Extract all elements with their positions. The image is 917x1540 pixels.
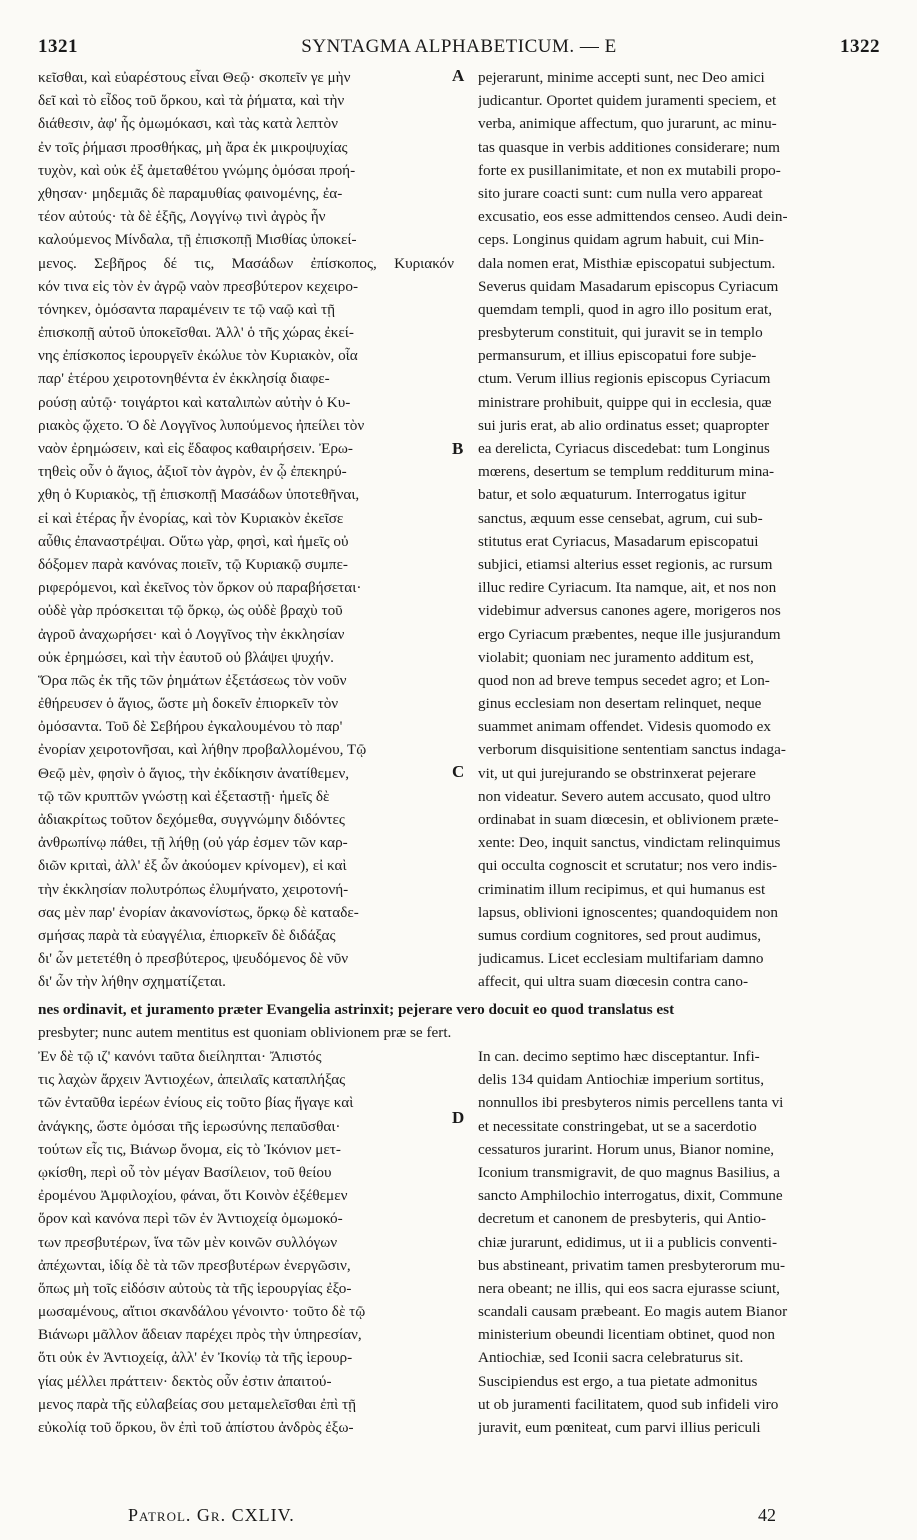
greek-text-line: χθησαν· μηδεμιᾶς δὲ παραμυθίας φαινομένης, ἐα-: [38, 184, 343, 202]
latin-text-line: sancto Amphilochio interrogatus, dixit, Commune: [478, 1187, 783, 1205]
latin-text-line: videbimur adversus canones agere, morigeros nos: [478, 602, 781, 620]
greek-text-line: ἀνθρωπίνῳ πάθει, τῇ λήθῃ (οὐ γάρ ἐσμεν τῶν καρ-: [38, 834, 348, 852]
greek-text-line: Ὅρα πῶς ἐκ τῆς τῶν ῥημάτων ἐξετάσεως τὸν νοῦν: [38, 671, 347, 689]
greek-column-lower: [38, 1045, 454, 1439]
greek-text-line: τυχὸν, καὶ οὐκ ἐξ ἀμεταθέτου γνώμης ὀμόσαι προή-: [38, 161, 356, 179]
greek-text-line: ἀγροῦ ἀναχωρήσει· καὶ ὁ Λογγῖνος τὴν ἐκκλησίαν: [38, 625, 345, 643]
latin-text-line: verborum disquisitione sententiam sanctus indaga-: [478, 741, 786, 759]
latin-text-line: scandali causam præbeant. Eo magis autem Bianor: [478, 1303, 788, 1321]
latin-text-line: subjici, etiamsi alterius esset regionis, ac rursum: [478, 555, 773, 573]
greek-text-line: Βιάνωρι μᾶλλον ἄδειαν παρέχει πρὸς τὴν ὑπηρεσίαν,: [38, 1326, 362, 1344]
latin-text-line: suammet animam offendet. Videsis quomodo ex: [478, 718, 771, 736]
greek-text-line: καλούμενος Μίνδαλα, τῇ ἐπισκοπῇ Μισθίας ὑποκεί-: [38, 231, 357, 249]
latin-text-line: In can. decimo septimo hæc disceptantur. Infi-: [478, 1048, 760, 1065]
latin-text-line: stitutus erat Cyriacus, Masadarum episcopatui: [478, 532, 759, 550]
greek-text-line: δι' ὧν τὴν λήθην σχηματίζεται.: [38, 973, 226, 991]
page-header: [38, 36, 880, 62]
greek-text-line: ῳκίσθη, περὶ οὗ τὸν μέγαν Βασίλειον, τοῦ θείου: [38, 1163, 332, 1181]
greek-text-line: ἀδιακρίτως τοῦτον δεχόμεθα, συγγνώμην διδόντες: [38, 811, 345, 828]
greek-text-line: οὐδὲ γὰρ πρόσκειται τῷ ὅρκῳ, ὡς οὐδὲ βραχὺ τοῦ: [38, 602, 343, 620]
latin-text-line: pejerarunt, minime accepti sunt, nec Deo amici: [478, 69, 765, 86]
latin-text-line: permansurum, et illius episcopatui fore subje-: [478, 347, 757, 365]
latin-text-line: ministrare prohibuit, quippe qui in ecclesia, quæ: [478, 393, 772, 411]
greek-text-line: σμήσας παρὰ τὰ εὐαγγέλια, ἐπιορκεῖν δὲ διδάξας: [38, 926, 336, 944]
latin-text-line: ctum. Verum illius regionis episcopus Cyriacum: [478, 370, 771, 388]
greek-text-line: ἐνορίαν χειροτονῆσαι, καὶ λήθην προβαλλομένου, Τῷ: [38, 741, 367, 759]
greek-text-line: ὅρον καὶ κανόνα περὶ τῶν ἐν Ἀντιοχείᾳ ὀμωμοκό-: [38, 1210, 343, 1228]
greek-text-line: ἀνάγκης, ὥστε ὀμόσαι τῆς ἱερωσύνης πεπαῦσθαι·: [38, 1117, 341, 1135]
latin-text-line: bus abstineant, privatim tamen presbyterorum mu-: [478, 1256, 786, 1274]
page-footer: [38, 1505, 880, 1529]
page-number-right: 1322: [840, 36, 880, 57]
greek-text-line: τῶν ἐνταῦθα ἱερέων ἐνίους εἰς τοῦτο βίας ἤγαγε καὶ: [38, 1094, 354, 1112]
continuation-line: nes ordinavit, et juramento præter Evangelia astrinxit; pejerare vero docuit eo quod translatus est: [38, 1001, 675, 1018]
greek-text-line: τόνηκεν, ὀμόσαντα παραμένειν τε τῷ ναῷ καὶ τῇ: [38, 300, 336, 318]
latin-text-line: batur, et solo æquaturum. Interrogatus igitur: [478, 486, 747, 504]
continuation-line: presbyter; nunc autem mentitus est quoniam oblivionem præ se fert.: [38, 1024, 452, 1042]
greek-text-line: Θεῷ μὲν, φησὶν ὁ ἅγιος, τὴν ἐκδίκησιν ἀνατίθεμεν,: [38, 764, 350, 782]
latin-text-line: Severus quidam Masadarum episcopus Cyriacum: [478, 277, 779, 295]
greek-text-line: Ἐν δὲ τῷ ιζ' κανόνι ταῦτα διείληπται· Ἄπιστός: [38, 1048, 322, 1065]
greek-text-line: κεῖσθαι, καὶ εὐαρέστους εἶναι Θεῷ· σκοπεῖν γε μὴν: [38, 69, 351, 86]
greek-text-line: ἐθήρευσεν ὁ ἅγιος, ὥστε μὴ δοκεῖν ἐπιορκεῖν τὸν: [38, 695, 339, 713]
latin-text-line: sumus cordium cognitores, sed prout audimus,: [478, 926, 762, 944]
greek-text-line: εἰ καὶ ἑτέρας ἦν ἐνορίας, καὶ τὸν Κυριακὸν ἐκεῖσε: [38, 509, 344, 527]
latin-text-line: affecit, qui ultra suam diœcesin contra cano-: [478, 973, 749, 991]
greek-text-line: τῷ τῶν κρυπτῶν γνώστῃ καὶ ἐξεταστῇ· ἡμεῖς δὲ: [38, 787, 330, 805]
latin-text-line: ginus ecclesiam non desertam relinquet, neque: [478, 695, 762, 713]
latin-text-line: ordinabat in suam diœcesin, et oblivionem præte-: [478, 811, 779, 828]
latin-text-line: delis 134 quidam Antiochiæ imperium sortitus,: [478, 1071, 765, 1089]
latin-text-line: ergo Cyriacum præbentes, neque ille jusjurandum: [478, 625, 781, 643]
latin-text-line: decretum et canonem de presbyteris, qui Antio-: [478, 1210, 767, 1228]
latin-text-line: judicantur. Oportet quidem juramenti speciem, et: [478, 92, 777, 110]
greek-text-line: ὀμόσαντα. Τοῦ δὲ Σεβήρου ἐγκαλουμένου τὸ παρ': [38, 718, 343, 736]
latin-text-line: xente: Deo, inquit sanctus, vindictam relinquimus: [478, 834, 781, 852]
greek-text-line: ὅπως μὴ τοῖς εἰδόσιν αὐτοὺς τὰ τῆς ἱερουργίας ἐξο-: [38, 1279, 352, 1297]
greek-text-line: ριφερόμενοι, καὶ ἐκεῖνος τὸν ὅρκον οὐ παραβήσεται·: [38, 579, 362, 597]
latin-text-line: qui occulta cognoscit et scrutatur; nos vero indis-: [478, 857, 778, 875]
latin-text-line: juravit, eum pœniteat, cum parvi illius periculi: [478, 1419, 761, 1436]
latin-text-line: sito jurare coacti sunt: cum nulla vero appareat: [478, 184, 763, 202]
greek-text-line: νης ἐπίσκοπος ἱερουργεῖν ἐκώλυε τὸν Κυριακὸν, οἷα: [38, 347, 358, 365]
running-title: SYNTAGMA ALPHABETICUM. — E: [301, 36, 617, 57]
latin-text-line: violabit; quoniam nec juramento additum est,: [478, 648, 754, 666]
greek-text-line: διῶν κριταὶ, ἀλλ' ἐξ ὧν ἀκούομεν κρίνομεν), εἰ καὶ: [38, 857, 347, 875]
greek-text-line: διάθεσιν, ἀφ' ἧς ὀμωμόκασι, καὶ τὰς κατὰ λεπτὸν: [38, 115, 338, 133]
latin-text-line: cessaturos jurarint. Horum unus, Bianor nomine,: [478, 1140, 775, 1158]
full-width-continuation: [38, 998, 880, 1044]
latin-text-line: Antiochiæ, sed Iconii sacra celebraturus sit.: [478, 1349, 744, 1367]
greek-text-line: παρ' ἑτέρου χειροτονηθέντα ἐν ἐκκλησίᾳ διαφε-: [38, 370, 330, 388]
greek-text-line: ναὸν ἐρημώσειν, καὶ εἰς ἔδαφος καθαιρήσειν. Ἐρω-: [38, 440, 353, 457]
greek-text-line: ἐρομένου Ἀμφιλοχίου, φάναι, ὅτι Κοινὸν ἐξέθεμεν: [38, 1187, 348, 1205]
latin-text-line: excusatio, eos esse admittendos censeo. Audi dein-: [478, 208, 788, 226]
latin-text-line: ministerium obeundi licentiam obtinet, quod non: [478, 1326, 775, 1344]
latin-text-line: verba, animique affectum, quo jurarunt, ac minu-: [478, 115, 777, 133]
greek-text-line: μωσαμένους, αἴτιοι σκανδάλου γένοιντο· τοῦτο δὲ τῷ: [38, 1303, 366, 1321]
latin-column-lower: [478, 1045, 880, 1439]
latin-text-line: nonnullos ibi presbyteros nimis percellens tanta vi: [478, 1094, 784, 1112]
greek-text-line: μενος. Σεβῆρος δέ τις, Μασάδων ἐπίσκοπος, Κυριακόν: [38, 254, 454, 272]
greek-text-line: γίας μέλλει πράττειν· δεκτὸς οὖν ἐστιν ἀπαιτού-: [38, 1372, 332, 1390]
latin-text-line: illuc redire Cyriacum. Ita namque, ait, et nos non: [478, 579, 777, 597]
greek-text-line: των πρεσβυτέρων, ἵνα τῶν μὲν κοινῶν συλλόγων: [38, 1233, 338, 1251]
latin-text-line: ceps. Longinus quidam agrum habuit, cui Min-: [478, 231, 764, 249]
greek-text-line: τέον αὐτούς· τὰ δὲ ἑξῆς, Λογγίνῳ τινὶ ἀγρὸς ἦν: [38, 208, 326, 226]
latin-text-line: vit, ut qui jurejurando se obstrinxerat pejerare: [478, 764, 756, 782]
latin-text-line: mœrens, desertum se templum redditurum mina-: [478, 463, 775, 481]
greek-text-line: τηθεὶς οὖν ὁ ἅγιος, ἀξιοῖ τὸν ἀγρὸν, ἐν ᾧ ἐπεκηρύ-: [38, 463, 347, 481]
latin-text-line: sanctus, æquum esse censebat, agrum, cui sub-: [478, 509, 763, 527]
greek-text-line: τὴν ἐκκλησίαν πολυτρόπως ἐλυμήνατο, χειροτονή-: [38, 880, 349, 898]
latin-text-line: quod non ad breve tempus secedet agro; et Lon-: [478, 671, 770, 689]
greek-text-line: οὐκ ἐρημώσει, καὶ τὴν ἑαυτοῦ οὐ βλάψει ψυχήν.: [38, 648, 334, 666]
greek-text-line: ρούσῃ αὐτῷ· τοιγάρτοι καὶ καταλιπὼν αὐτὴν ὁ Κυ-: [38, 393, 351, 411]
footer-signature: 42: [758, 1505, 776, 1525]
greek-text-line: ἐν τοῖς ῥήμασι προσθήκας, μὴ ἄρα ἐκ μικροψυχίας: [38, 138, 348, 156]
greek-text-line: δόξομεν παρὰ κανόνας ποιεῖν, τῷ Κυριακῷ συμπε-: [38, 555, 348, 573]
greek-text-line: κόν τινα εἰς τὸν ἐν ἀγρῷ ναὸν πρεσβύτερον κεχειρο-: [38, 277, 359, 295]
latin-text-line: lapsus, oblivioni ignoscentes; quandoquidem non: [478, 903, 778, 921]
latin-text-line: ea derelicta, Cyriacus discedebat: tum Longinus: [478, 440, 770, 457]
margin-marker-b: B: [452, 439, 464, 458]
latin-text-line: et necessitate constringebat, ut se a sacerdotio: [478, 1117, 757, 1135]
greek-text-line: ριακὸς ᾤχετο. Ὁ δὲ Λογγῖνος λυπούμενος ἠπείλει τὸν: [38, 416, 365, 434]
greek-text-line: δι' ὧν μετετέθη ὁ πρεσβύτερος, ψευδόμενος δὲ νῦν: [38, 950, 349, 968]
greek-text-line: τούτων εἷς τις, Βιάνωρ ὄνομα, εἰς τὸ Ἰκόνιον μετ-: [38, 1140, 341, 1158]
greek-column-upper: [38, 66, 454, 994]
latin-text-line: criminatim illum recipimus, et qui humanus est: [478, 880, 766, 898]
greek-text-line: ἀπέχωνται, ἰδίᾳ δὲ τὰ τῶν πρεσβυτέρων ἐνεργῶσιν,: [38, 1256, 351, 1274]
latin-text-line: quemdam templi, quod in agro illo positum erat,: [478, 300, 772, 318]
greek-text-line: δεῖ καὶ τὸ εἶδος τοῦ ὅρκου, καὶ τὰ ῥήματα, καὶ τὴν: [38, 92, 345, 110]
latin-column-upper: [478, 66, 880, 994]
greek-text-line: χθη ὁ Κυριακὸς, τῇ ἐπισκοπῇ Μασάδων ὑποτεθῆναι,: [38, 486, 360, 504]
latin-text-line: nera obeant; ne illis, qui eos sacra ejurasse sciunt,: [478, 1279, 780, 1297]
footer-volume: Patrol. Gr. CXLIV.: [128, 1505, 295, 1525]
margin-marker-c: C: [452, 762, 465, 781]
greek-text-line: σας μὲν παρ' ἐνορίαν ἀκανονίστως, ὅρκῳ δὲ καταδε-: [38, 903, 359, 921]
latin-text-line: Suscipiendus est ergo, a tua pietate admonitus: [478, 1372, 758, 1390]
latin-text-line: judicamus. Licet ecclesiam multifariam damno: [478, 950, 764, 968]
margin-marker-a: A: [452, 66, 465, 85]
greek-text-line: ἐπισκοπῇ αὐτοῦ ὑποκεῖσθαι. Ἀλλ' ὁ τῆς χώρας ἐκεί-: [38, 324, 354, 342]
greek-text-line: ὅτι οὐκ ἐν Ἀντιοχείᾳ, ἀλλ' ἐν Ἰκονίῳ τὰ τῆς ἱερουρ-: [38, 1349, 353, 1367]
latin-text-line: ut ob juramenti facilitatem, quod sub infideli viro: [478, 1395, 779, 1413]
greek-text-line: τις λαχὼν ἄρχειν Ἀντιοχέων, ἀπειλαῖς καταπλήξας: [38, 1071, 346, 1089]
greek-text-line: αὖθις ἐπαναστρέψαι. Οὕτω γὰρ, φησὶ, καὶ ἡμεῖς οὐ: [38, 532, 349, 550]
greek-text-line: εὐκολίᾳ τοῦ ὅρκου, ὃν ἐπὶ τοῦ ἀπίστου ἀνδρὸς ἐξω-: [38, 1419, 354, 1436]
latin-text-line: chiæ jurarunt, edidimus, ut ii a publicis conventi-: [478, 1233, 778, 1251]
margin-marker-d: D: [452, 1108, 465, 1127]
latin-text-line: tas quasque in verbis additiones considerare; num: [478, 138, 780, 156]
latin-text-line: presbyterum constituit, qui juravit se in templo: [478, 324, 763, 342]
latin-text-line: non videatur. Severo autem accusato, quod ultro: [478, 787, 771, 805]
latin-text-line: sui juris erat, ab alio ordinatus esset; quapropter: [478, 416, 770, 434]
latin-text-line: Iconium transmigravit, de quo magnus Basilius, a: [478, 1163, 781, 1181]
latin-text-line: forte ex pusillanimitate, et non ex mutabili propo-: [478, 161, 781, 179]
page-number-left: 1321: [38, 36, 78, 57]
greek-text-line: μενος παρὰ τῆς εὐλαβείας σου μεταμελεῖσθαι ἐπὶ τῇ: [38, 1395, 357, 1413]
latin-text-line: dala nomen erat, Misthiæ episcopatui subjectum.: [478, 254, 776, 272]
